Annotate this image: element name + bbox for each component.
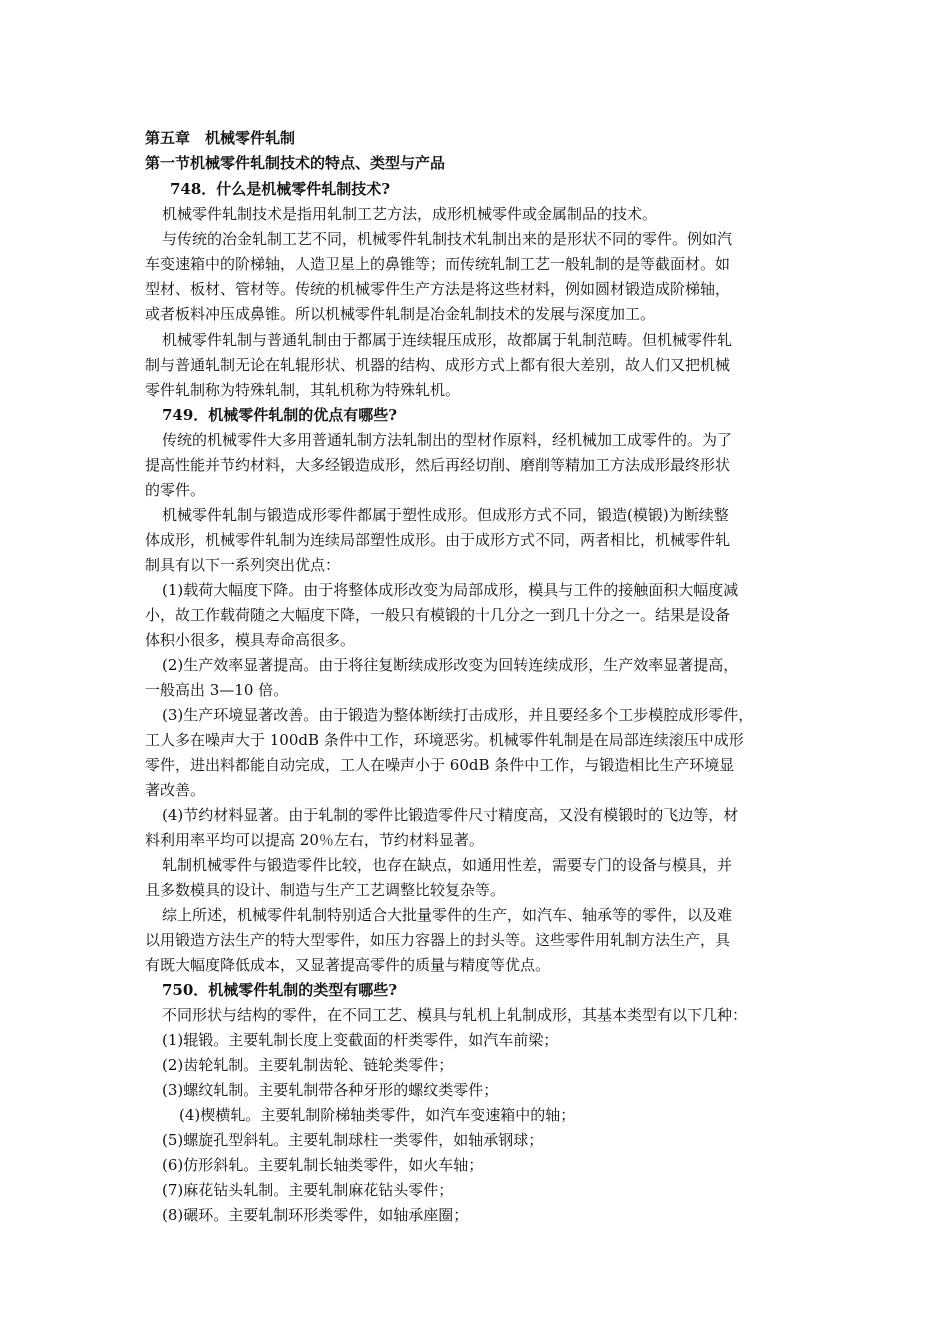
paragraph-line: (4)楔横轧。主要轧制阶梯轴类零件，如汽车变速箱中的轴； bbox=[179, 1106, 576, 1124]
paragraph-line: (2)生产效率显著提高。由于将往复断续成形改变为回转连续成形，生产效率显著提高， bbox=[162, 656, 739, 674]
paragraph-line: 工人多在噪声大于 100dB 条件中工作，环境恶劣。机械零件轧制是在局部连续滚压中成形 bbox=[145, 731, 744, 749]
paragraph-line: 且多数模具的设计、制造与生产工艺调整比较复杂等。 bbox=[145, 881, 506, 899]
paragraph-line: 传统的机械零件大多用普通轧制方法轧制出的型材作原料，经机械加工成零件的。为了 bbox=[162, 431, 733, 449]
paragraph-line: (8)碾环。主要轧制环形类零件，如轴承座圈； bbox=[162, 1206, 469, 1224]
paragraph-line: 综上所述，机械零件轧制特别适合大批量零件的生产，如汽车、轴承等的零件，以及难 bbox=[162, 906, 733, 924]
paragraph-line: 零件轧制称为特殊轧制，其轧机称为特殊轧机。 bbox=[145, 381, 461, 399]
chapter-title: 第五章 机械零件轧制 bbox=[145, 129, 296, 147]
paragraph-line: (2)齿轮轧制。主要轧制齿轮、链轮类零件； bbox=[162, 1056, 454, 1074]
paragraph-line: (3)生产环境显著改善。由于锻造为整体断续打击成形，并且要经多个工步模腔成形零件， bbox=[162, 706, 754, 724]
paragraph-line: (3)螺纹轧制。主要轧制带各种牙形的螺纹类零件； bbox=[162, 1081, 499, 1099]
paragraph-line: (1)载荷大幅度下降。由于将整体成形改变为局部成形，模具与工件的接触面积大幅度减 bbox=[162, 581, 739, 599]
paragraph-line: 提高性能并节约材料，大多经锻造成形，然后再经切削、磨削等精加工方法成形最终形状 bbox=[145, 456, 731, 474]
question-heading: 749．机械零件轧制的优点有哪些? bbox=[162, 406, 398, 424]
paragraph-line: 的零件。 bbox=[145, 481, 206, 499]
paragraph-line: 体积小很多，模具寿命高很多。 bbox=[145, 631, 356, 649]
paragraph-line: 型材、板材、管材等。传统的机械零件生产方法是将这些材料，例如圆材锻造成阶梯轴， bbox=[145, 280, 731, 298]
paragraph-line: 小，故工作载荷随之大幅度下降，一般只有模锻的十几分之一到几十分之一。结果是设备 bbox=[145, 606, 731, 624]
question-heading: 748．什么是机械零件轧制技术? bbox=[170, 180, 391, 198]
question-heading: 750．机械零件轧制的类型有哪些? bbox=[162, 981, 398, 999]
paragraph-line: 料利用率平均可以提高 20％左右，节约材料显著。 bbox=[145, 831, 484, 849]
paragraph-line: 轧制机械零件与锻造零件比较，也存在缺点，如通用性差，需要专门的设备与模具，并 bbox=[162, 856, 733, 874]
paragraph-line: (5)螺旋孔型斜轧。主要轧制球柱一类零件，如轴承钢球； bbox=[162, 1131, 544, 1149]
paragraph-line: 与传统的冶金轧制工艺不同，机械零件轧制技术轧制出来的是形状不同的零件。例如汽 bbox=[162, 230, 733, 248]
paragraph-line: 机械零件轧制与锻造成形零件都属于塑性成形。但成形方式不同，锻造(模锻)为断续整 bbox=[162, 506, 729, 524]
paragraph-line: 一般高出 3—10 倍。 bbox=[145, 681, 289, 699]
paragraph-line: (6)仿形斜轧。主要轧制长轴类零件，如火车轴； bbox=[162, 1156, 484, 1174]
paragraph-line: 机械零件轧制技术是指用轧制工艺方法，成形机械零件或金属制品的技术。 bbox=[162, 205, 658, 223]
paragraph-line: 车变速箱中的阶梯轴，人造卫星上的鼻锥等；而传统轧制工艺一般轧制的是等截面材。如 bbox=[145, 255, 731, 273]
paragraph-line: 有既大幅度降低成本，又显著提高零件的质量与精度等优点。 bbox=[145, 956, 551, 974]
paragraph-line: 以用锻造方法生产的特大型零件，如压力容器上的封头等。这些零件用轧制方法生产，具 bbox=[145, 931, 731, 949]
paragraph-line: 零件，进出料都能自动完成，工人在噪声小于 60dB 条件中工作，与锻造相比生产环境显 bbox=[145, 756, 735, 774]
paragraph-line: 著改善。 bbox=[145, 781, 206, 799]
paragraph-line: (4)节约材料显著。由于轧制的零件比锻造零件尺寸精度高，又没有模锻时的飞边等，材 bbox=[162, 806, 739, 824]
paragraph-line: (7)麻花钻头轧制。主要轧制麻花钻头零件； bbox=[162, 1181, 454, 1199]
paragraph-line: 体成形，机械零件轧制为连续局部塑性成形。由于成形方式不同，两者相比，机械零件轧 bbox=[145, 531, 731, 549]
paragraph-line: 或者板料冲压成鼻锥。所以机械零件轧制是冶金轧制技术的发展与深度加工。 bbox=[145, 305, 656, 323]
paragraph-line: (1)辊锻。主要轧制长度上变截面的杆类零件，如汽车前梁； bbox=[162, 1031, 559, 1049]
paragraph-line: 制与普通轧制无论在轧辊形状、机器的结构、成形方式上都有很大差别，故人们又把机械 bbox=[145, 356, 731, 374]
section-title: 第一节机械零件轧制技术的特点、类型与产品 bbox=[145, 154, 446, 172]
paragraph-line: 不同形状与结构的零件，在不同工艺、模具与轧机上轧制成形，其基本类型有以下几种： bbox=[162, 1006, 748, 1024]
paragraph-line: 机械零件轧制与普通轧制由于都属于连续辊压成形，故都属于轧制范畴。但机械零件轧 bbox=[162, 331, 733, 349]
paragraph-line: 制具有以下一系列突出优点： bbox=[145, 556, 341, 574]
